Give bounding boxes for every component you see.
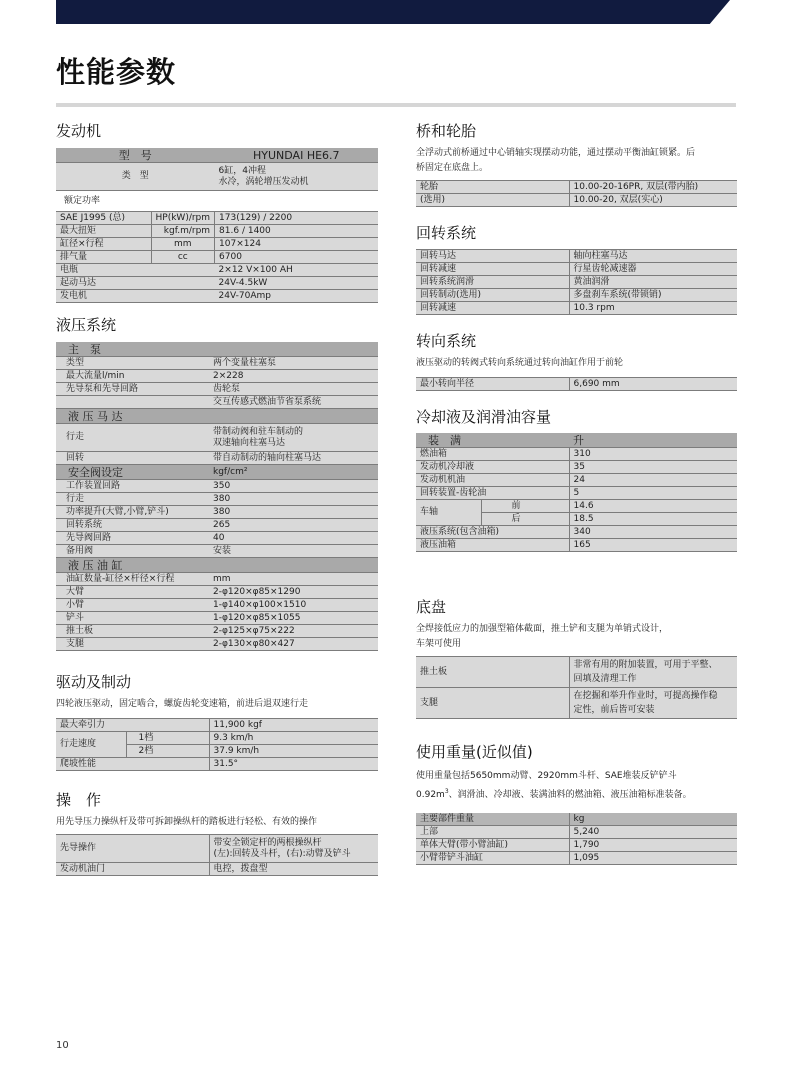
rated-power-label: 额定功率 [56, 191, 378, 212]
cylinder-row-value: 2-φ130×φ80×427 [209, 638, 378, 651]
engine-model-value: HYUNDAI HE6.7 [215, 148, 378, 163]
capacity-row-value: 340 [569, 526, 737, 539]
table-row [56, 264, 378, 277]
capacity-row-label: 燃油箱 [416, 448, 569, 461]
capacity-row-value: 310 [569, 448, 737, 461]
bucket-capacity: 0.92m [416, 790, 445, 800]
chassis-desc-line-1: 全焊接低应力的加强型箱体截面，推土铲和支腿为单销式设计， [416, 624, 669, 634]
chassis-desc-line-2: 车架可使用 [416, 639, 462, 649]
speed-value: 37.9 km/h [209, 745, 378, 758]
outrigger-line-2: 定性，前后皆可安装 [573, 705, 655, 715]
axle-table [416, 180, 737, 207]
steering-table [416, 377, 737, 391]
table-row [56, 532, 378, 545]
table-row [56, 612, 378, 625]
relief-row-label: 工作装置回路 [56, 480, 209, 493]
swing-table [416, 249, 737, 315]
relief-row-value: 380 [209, 493, 378, 506]
capacity-axle-value: 14.6 [569, 500, 737, 513]
steering-description: 液压驱动的转阀式转向系统通过转向油缸作用于前轮 [416, 358, 624, 368]
table-row [56, 732, 378, 745]
drive-description: 四轮液压驱动，固定啮合，螺旋齿轮变速箱，前进后退双速行走 [56, 699, 309, 709]
cylinder-row-value: 2-φ120×φ85×1290 [209, 586, 378, 599]
capacity-header-unit: 升 [569, 433, 737, 448]
table-row [56, 506, 378, 519]
capacity-axle-pos: 前 [481, 500, 569, 513]
speed-gear: 1档 [126, 732, 209, 745]
outrigger-line-1: 在挖掘和举升作业时，可提高操作稳 [573, 691, 718, 701]
operation-heading: 操 作 [56, 791, 102, 809]
grade-value: 31.5° [209, 758, 378, 771]
weight-desc-line-1: 使用重量包括5650mm动臂、2920mm斗杆、SAE堆装反铲铲斗 [416, 771, 677, 781]
pump-row-label: 类型 [56, 357, 209, 370]
operation-description: 用先导压力操纵杆及带可拆卸操纵杆的踏板进行轻松、有效的操作 [56, 817, 318, 827]
relief-row-value: 265 [209, 519, 378, 532]
table-row [56, 545, 378, 558]
throttle-value: 电控，拨盘型 [209, 863, 378, 876]
throttle-label: 发动机油门 [56, 863, 209, 876]
axle-description [416, 146, 737, 176]
drive-table [56, 718, 378, 771]
dozer-label: 推土板 [416, 657, 569, 688]
relief-unit: kgf/cm² [209, 465, 378, 480]
relief-row-label: 备用阀 [56, 545, 209, 558]
swing-row-value: 10.3 rpm [569, 302, 737, 315]
weight-desc-rest: 、润滑油、冷却液、装满油料的燃油箱、液压油箱标准装备。 [448, 790, 692, 800]
swing-row-value: 黄油润滑 [569, 276, 737, 289]
axle-heading: 桥和轮胎 [416, 122, 477, 140]
capacity-row-label: 发动机冷却液 [416, 461, 569, 474]
axle-row-label: 轮胎 [416, 181, 569, 194]
engine-row-label: 电瓶 [56, 264, 215, 277]
relief-row-value: 40 [209, 532, 378, 545]
table-row [416, 826, 737, 839]
weight-heading: 使用重量(近似值) [416, 743, 533, 761]
cylinder-row-value: 1-φ120×φ85×1055 [209, 612, 378, 625]
capacity-row-value: 24 [569, 474, 737, 487]
engine-type-line-1: 6缸，4冲程 [218, 165, 266, 176]
table-row [416, 839, 737, 852]
outrigger-value [569, 688, 737, 719]
speed-value: 9.3 km/h [209, 732, 378, 745]
engine-row-value: 107×124 [215, 238, 378, 251]
motor-header-row [56, 409, 378, 424]
table-row [416, 539, 737, 552]
axle-row-label: (选用) [416, 194, 569, 207]
table-row [56, 238, 378, 251]
hydraulic-heading: 液压系统 [56, 316, 117, 334]
table-row [416, 500, 737, 513]
engine-row-label: SAE J1995 (总) [56, 212, 151, 225]
cylinder-row-label: 油缸数量-缸径×杆径×行程 [56, 573, 209, 586]
capacity-row-label: 液压油箱 [416, 539, 569, 552]
cylinder-row-value: mm [209, 573, 378, 586]
pilot-line-2: (左):回转及斗杆，(右):动臂及铲斗 [213, 848, 351, 859]
capacity-axle-label: 车轴 [416, 500, 481, 526]
engine-row-unit: cc [151, 251, 215, 264]
traction-value: 11,900 kgf [209, 719, 378, 732]
relief-row-label: 行走 [56, 493, 209, 506]
weight-row-label: 小臂带铲斗油缸 [416, 852, 569, 865]
capacity-heading: 冷却液及润滑油容量 [416, 408, 552, 426]
table-row [56, 493, 378, 506]
weight-description [416, 769, 737, 803]
engine-row-label: 发电机 [56, 290, 215, 303]
title-divider [56, 103, 736, 107]
dozer-line-2: 回填及清理工作 [573, 674, 637, 684]
speed-gear: 2档 [126, 745, 209, 758]
pilot-line-1: 带安全锁定杆的两根操纵杆 [213, 837, 322, 848]
table-row [416, 263, 737, 276]
weight-header-unit: kg [569, 813, 737, 826]
relief-row-value: 350 [209, 480, 378, 493]
pump-header-row [56, 342, 378, 357]
table-row [416, 487, 737, 500]
table-row [416, 852, 737, 865]
table-row [56, 519, 378, 532]
swing-heading: 回转系统 [416, 224, 477, 242]
engine-rated-power-row [56, 191, 378, 212]
swing-motor-value: 带自动制动的轴向柱塞马达 [209, 452, 378, 465]
engine-model-label: 型 号 [56, 148, 215, 163]
capacity-row-label: 回转装置-齿轮油 [416, 487, 569, 500]
engine-type-row [56, 163, 378, 191]
relief-row-value: 380 [209, 506, 378, 519]
table-row [56, 383, 378, 396]
weight-row-value: 5,240 [569, 826, 737, 839]
relief-header: 安全阀设定 [56, 465, 209, 480]
table-row [416, 250, 737, 263]
relief-header-row [56, 465, 378, 480]
engine-type-value [215, 163, 378, 191]
engine-row-label: 最大扭矩 [56, 225, 151, 238]
engine-row-unit: mm [151, 238, 215, 251]
table-row [56, 638, 378, 651]
axle-row-value: 10.00-20, 双层(实心) [569, 194, 737, 207]
pump-row-label: 先导泵和先导回路 [56, 383, 209, 396]
table-row [416, 461, 737, 474]
right-column [416, 120, 737, 865]
motor-header: 液 压 马 达 [56, 409, 378, 424]
page-number: 10 [56, 1040, 69, 1051]
table-row [416, 657, 737, 688]
pump-row-value: 2×228 [209, 370, 378, 383]
engine-row-unit: HP(kW)/rpm [151, 212, 215, 225]
relief-row-label: 功率提升(大臂,小臂,铲斗) [56, 506, 209, 519]
cylinder-row-value: 2-φ125×φ75×222 [209, 625, 378, 638]
axle-desc-line-2: 桥固定在底盘上。 [416, 163, 489, 173]
table-row [56, 277, 378, 290]
page-title: 性能参数 [56, 55, 177, 89]
table-row [416, 526, 737, 539]
capacity-row-label: 液压系统(包含油箱) [416, 526, 569, 539]
top-banner [56, 0, 730, 24]
capacity-table [416, 433, 737, 552]
traction-label: 最大牵引力 [56, 719, 209, 732]
turning-radius-value: 6,690 mm [569, 378, 737, 391]
table-row [416, 276, 737, 289]
engine-row-label: 缸径×行程 [56, 238, 151, 251]
outrigger-label: 支腿 [416, 688, 569, 719]
engine-heading: 发动机 [56, 122, 102, 140]
engine-table [56, 148, 378, 303]
cylinder-row-label: 推土板 [56, 625, 209, 638]
table-row [416, 474, 737, 487]
cylinder-row-label: 铲斗 [56, 612, 209, 625]
swing-row-label: 回转减速 [416, 263, 569, 276]
travel-motor-label: 行走 [56, 424, 209, 452]
table-row [416, 289, 737, 302]
swing-motor-label: 回转 [56, 452, 209, 465]
engine-type-line-2: 水冷，涡轮增压发动机 [218, 176, 309, 187]
table-row [56, 424, 378, 452]
table-row [416, 181, 737, 194]
table-row [416, 194, 737, 207]
cylinder-header-row [56, 558, 378, 573]
dozer-line-1: 非常有用的附加装置，可用于平整、 [573, 660, 718, 670]
swing-row-value: 轴向柱塞马达 [569, 250, 737, 263]
swing-row-value: 多盘刹车系统(带锁销) [569, 289, 737, 302]
table-row [56, 225, 378, 238]
pilot-label: 先导操作 [56, 835, 209, 863]
swing-row-label: 回转制动(选用) [416, 289, 569, 302]
cylinder-header: 液 压 油 缸 [56, 558, 378, 573]
dozer-value [569, 657, 737, 688]
engine-row-unit: kgf.m/rpm [151, 225, 215, 238]
cubic-superscript: 3 [444, 788, 449, 795]
weight-row-label: 上部 [416, 826, 569, 839]
engine-row-value: 81.6 / 1400 [215, 225, 378, 238]
pump-header: 主 泵 [56, 342, 378, 357]
table-row [56, 599, 378, 612]
engine-row-value: 2×12 V×100 AH [215, 264, 378, 277]
table-row [56, 586, 378, 599]
axle-desc-line-1: 全浮动式前桥通过中心销轴实现摆动功能，通过摆动平衡油缸锁紧。后 [416, 148, 696, 158]
left-column [56, 120, 378, 876]
chassis-table [416, 656, 737, 719]
relief-row-value: 安装 [209, 545, 378, 558]
turning-radius-label: 最小转向半径 [416, 378, 569, 391]
table-row [56, 290, 378, 303]
cylinder-row-label: 大臂 [56, 586, 209, 599]
speed-label: 行走速度 [56, 732, 126, 758]
axle-row-value: 10.00-20-16PR, 双层(带内胎) [569, 181, 737, 194]
pilot-value [209, 835, 378, 863]
pump-row-label [56, 396, 209, 409]
table-row [56, 573, 378, 586]
engine-model-row [56, 148, 378, 163]
capacity-row-label: 发动机机油 [416, 474, 569, 487]
weight-row-value: 1,095 [569, 852, 737, 865]
capacity-header-row [416, 433, 737, 448]
pump-row-value: 交互传感式燃油节省泵系统 [209, 396, 378, 409]
table-row [56, 357, 378, 370]
table-row [56, 835, 378, 863]
weight-row-value: 1,790 [569, 839, 737, 852]
travel-motor-value [209, 424, 378, 452]
capacity-row-value: 5 [569, 487, 737, 500]
chassis-heading: 底盘 [416, 598, 447, 616]
relief-row-label: 回转系统 [56, 519, 209, 532]
capacity-axle-pos: 后 [481, 513, 569, 526]
operation-table [56, 834, 378, 876]
cylinder-row-value: 1-φ140×φ100×1510 [209, 599, 378, 612]
table-row [56, 370, 378, 383]
cylinder-row-label: 支腿 [56, 638, 209, 651]
swing-row-label: 回转减速 [416, 302, 569, 315]
weight-desc-line-2 [416, 784, 737, 803]
weight-table [416, 813, 737, 865]
capacity-row-value: 165 [569, 539, 737, 552]
table-row [56, 251, 378, 264]
swing-row-label: 回转系统润滑 [416, 276, 569, 289]
capacity-header-label: 装 满 [416, 433, 569, 448]
pump-row-label: 最大流量l/min [56, 370, 209, 383]
weight-header-row [416, 813, 737, 826]
table-row [56, 212, 378, 225]
table-row [56, 719, 378, 732]
engine-row-value: 24V-4.5kW [215, 277, 378, 290]
engine-row-value: 6700 [215, 251, 378, 264]
engine-row-label: 排气量 [56, 251, 151, 264]
engine-row-label: 起动马达 [56, 277, 215, 290]
engine-type-label: 类 型 [56, 163, 215, 191]
grade-label: 爬坡性能 [56, 758, 209, 771]
hydraulic-table [56, 342, 378, 651]
relief-row-label: 先导阀回路 [56, 532, 209, 545]
capacity-axle-value: 18.5 [569, 513, 737, 526]
travel-motor-line-1: 带制动阀和驻车制动的 [213, 426, 304, 437]
cylinder-row-label: 小臂 [56, 599, 209, 612]
swing-row-value: 行星齿轮减速器 [569, 263, 737, 276]
table-row [56, 452, 378, 465]
drive-heading: 驱动及制动 [56, 673, 132, 691]
capacity-row-value: 35 [569, 461, 737, 474]
table-row [416, 448, 737, 461]
table-row [56, 480, 378, 493]
pump-row-value: 两个变量柱塞泵 [209, 357, 378, 370]
chassis-description [416, 622, 737, 652]
steering-heading: 转向系统 [416, 332, 477, 350]
engine-row-value: 24V-70Amp [215, 290, 378, 303]
weight-row-label: 单体大臂(带小臂油缸) [416, 839, 569, 852]
swing-row-label: 回转马达 [416, 250, 569, 263]
table-row [416, 688, 737, 719]
table-row [56, 758, 378, 771]
engine-row-value: 173(129) / 2200 [215, 212, 378, 225]
table-row [416, 378, 737, 391]
table-row [56, 863, 378, 876]
table-row [56, 625, 378, 638]
table-row [416, 302, 737, 315]
pump-row-value: 齿轮泵 [209, 383, 378, 396]
table-row [56, 396, 378, 409]
travel-motor-line-2: 双速轴向柱塞马达 [213, 437, 286, 448]
weight-header-label: 主要部件重量 [416, 813, 569, 826]
